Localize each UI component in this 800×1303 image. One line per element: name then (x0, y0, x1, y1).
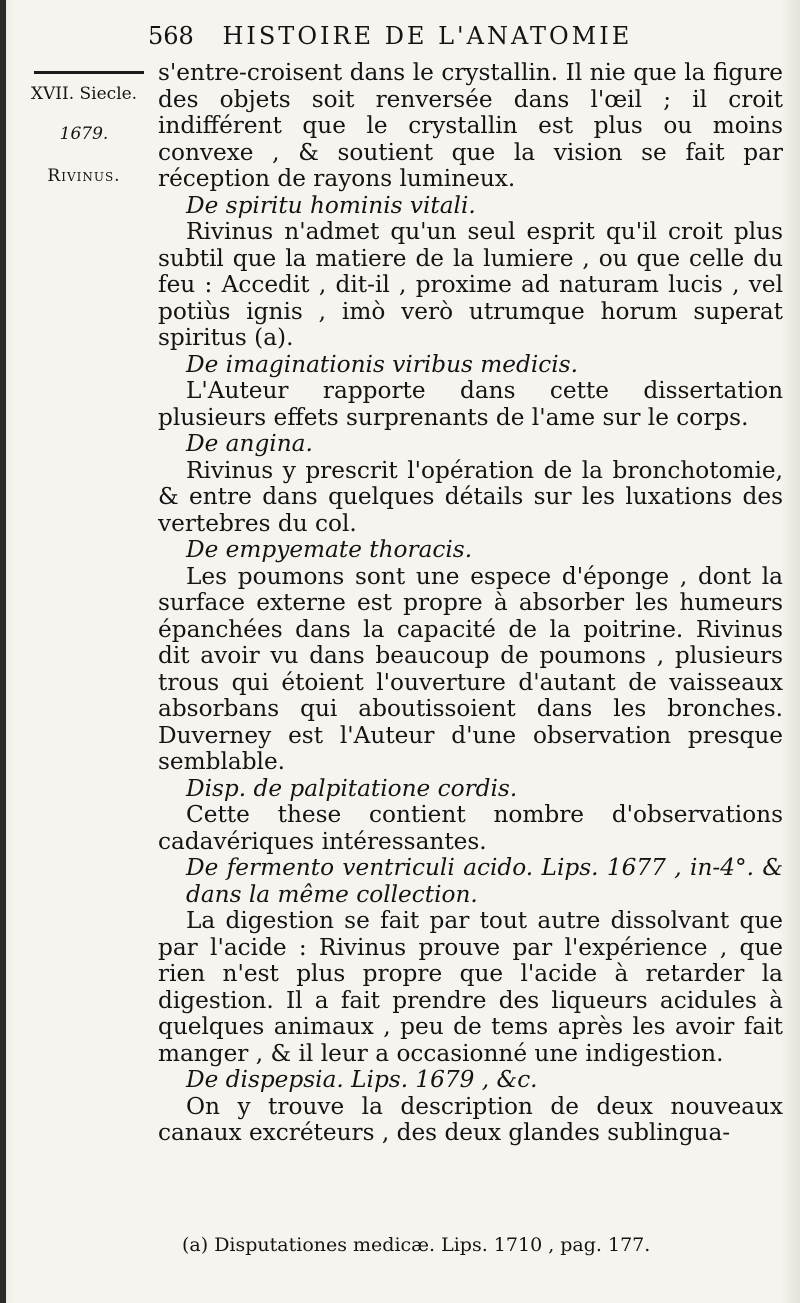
paragraph: L'Auteur rapporte dans cette dissertation plusieurs effets surprenants de l'ame sur le corps. (158, 377, 783, 431)
running-header (148, 22, 768, 50)
section-title: De spiritu hominis vitali. (186, 191, 476, 219)
paragraph: Les poumons sont une espece d'éponge , dont la surface externe est propre à absorber les humeurs épanchées dans la capacité de la poitrine. Rivinus dit avoir vu dans beaucoup de poumons , plusieurs trous qui étoient l'ouverture d'autant de vaisseaux absorbans qui aboutissoient dans les bronches. Duverney est l'Auteur d'une observation presque semblable. (158, 562, 783, 775)
running-title: HISTOIRE DE L'ANATOMIE (222, 22, 633, 50)
section-title: De angina. (186, 430, 313, 457)
section-title: De dispepsia. Lips. 1679 , &c. (186, 1066, 538, 1093)
text-block: s'entre-croisent dans le crystallin. Il nie que la figure des objets soit renversée dans l'œil ; il croit indifférent que le crystallin est plus ou moins convexe , & soutient que la vision se fait par réception de rayons lumineux. (158, 59, 783, 192)
margin-author: Rivinus. (47, 166, 121, 186)
paragraph: Rivinus n'admet qu'un seul esprit qu'il croit plus subtil que la matiere de la lumiere , ou que celle du feu : Accedit , dit-il , proxime ad naturam lucis , vel potiùs ignis , imò verò utrumque horum superat spiritus (a). (158, 218, 783, 351)
paragraph: La digestion se fait par tout autre dissolvant que par l'acide : Rivinus prouve par l'expérience , que rien n'est plus propre que l'acide à retarder la digestion. Il a fait prendre des liqueurs acidules à quelques animaux , peu de tems après les avoir fait manger , & il leur a occasionné une indigestion. (158, 907, 783, 1067)
margin-century: XVII. Siecle. (30, 84, 138, 104)
paragraph: Rivinus y prescrit l'opération de la bronchotomie, & entre dans quelques détails sur les luxations des vertebres du col. (158, 456, 783, 537)
section-title: De fermento ventriculi acido. Lips. 1677 , in-4°. & dans la même collection. (186, 854, 783, 908)
section-title: De imaginationis viribus medicis. (186, 350, 578, 378)
page-binding-shadow (0, 0, 6, 1303)
paragraph: On y trouve la description de deux nouveaux canaux excréteurs , des deux glandes sublingua- (158, 1092, 783, 1146)
margin-year: 1679. (59, 124, 109, 144)
main-text (158, 60, 783, 1147)
section-title: Disp. de palpitatione cordis. (186, 774, 518, 802)
section-title: De empyemate thoracis. (186, 536, 473, 563)
page-number: 568 (148, 22, 194, 50)
paragraph: Cette these contient nombre d'observations cadavériques intéressantes. (158, 801, 783, 855)
footnote: (a) Disputationes medicæ. Lips. 1710 , pag. 177. (182, 1234, 651, 1256)
margin-rule (34, 71, 144, 74)
